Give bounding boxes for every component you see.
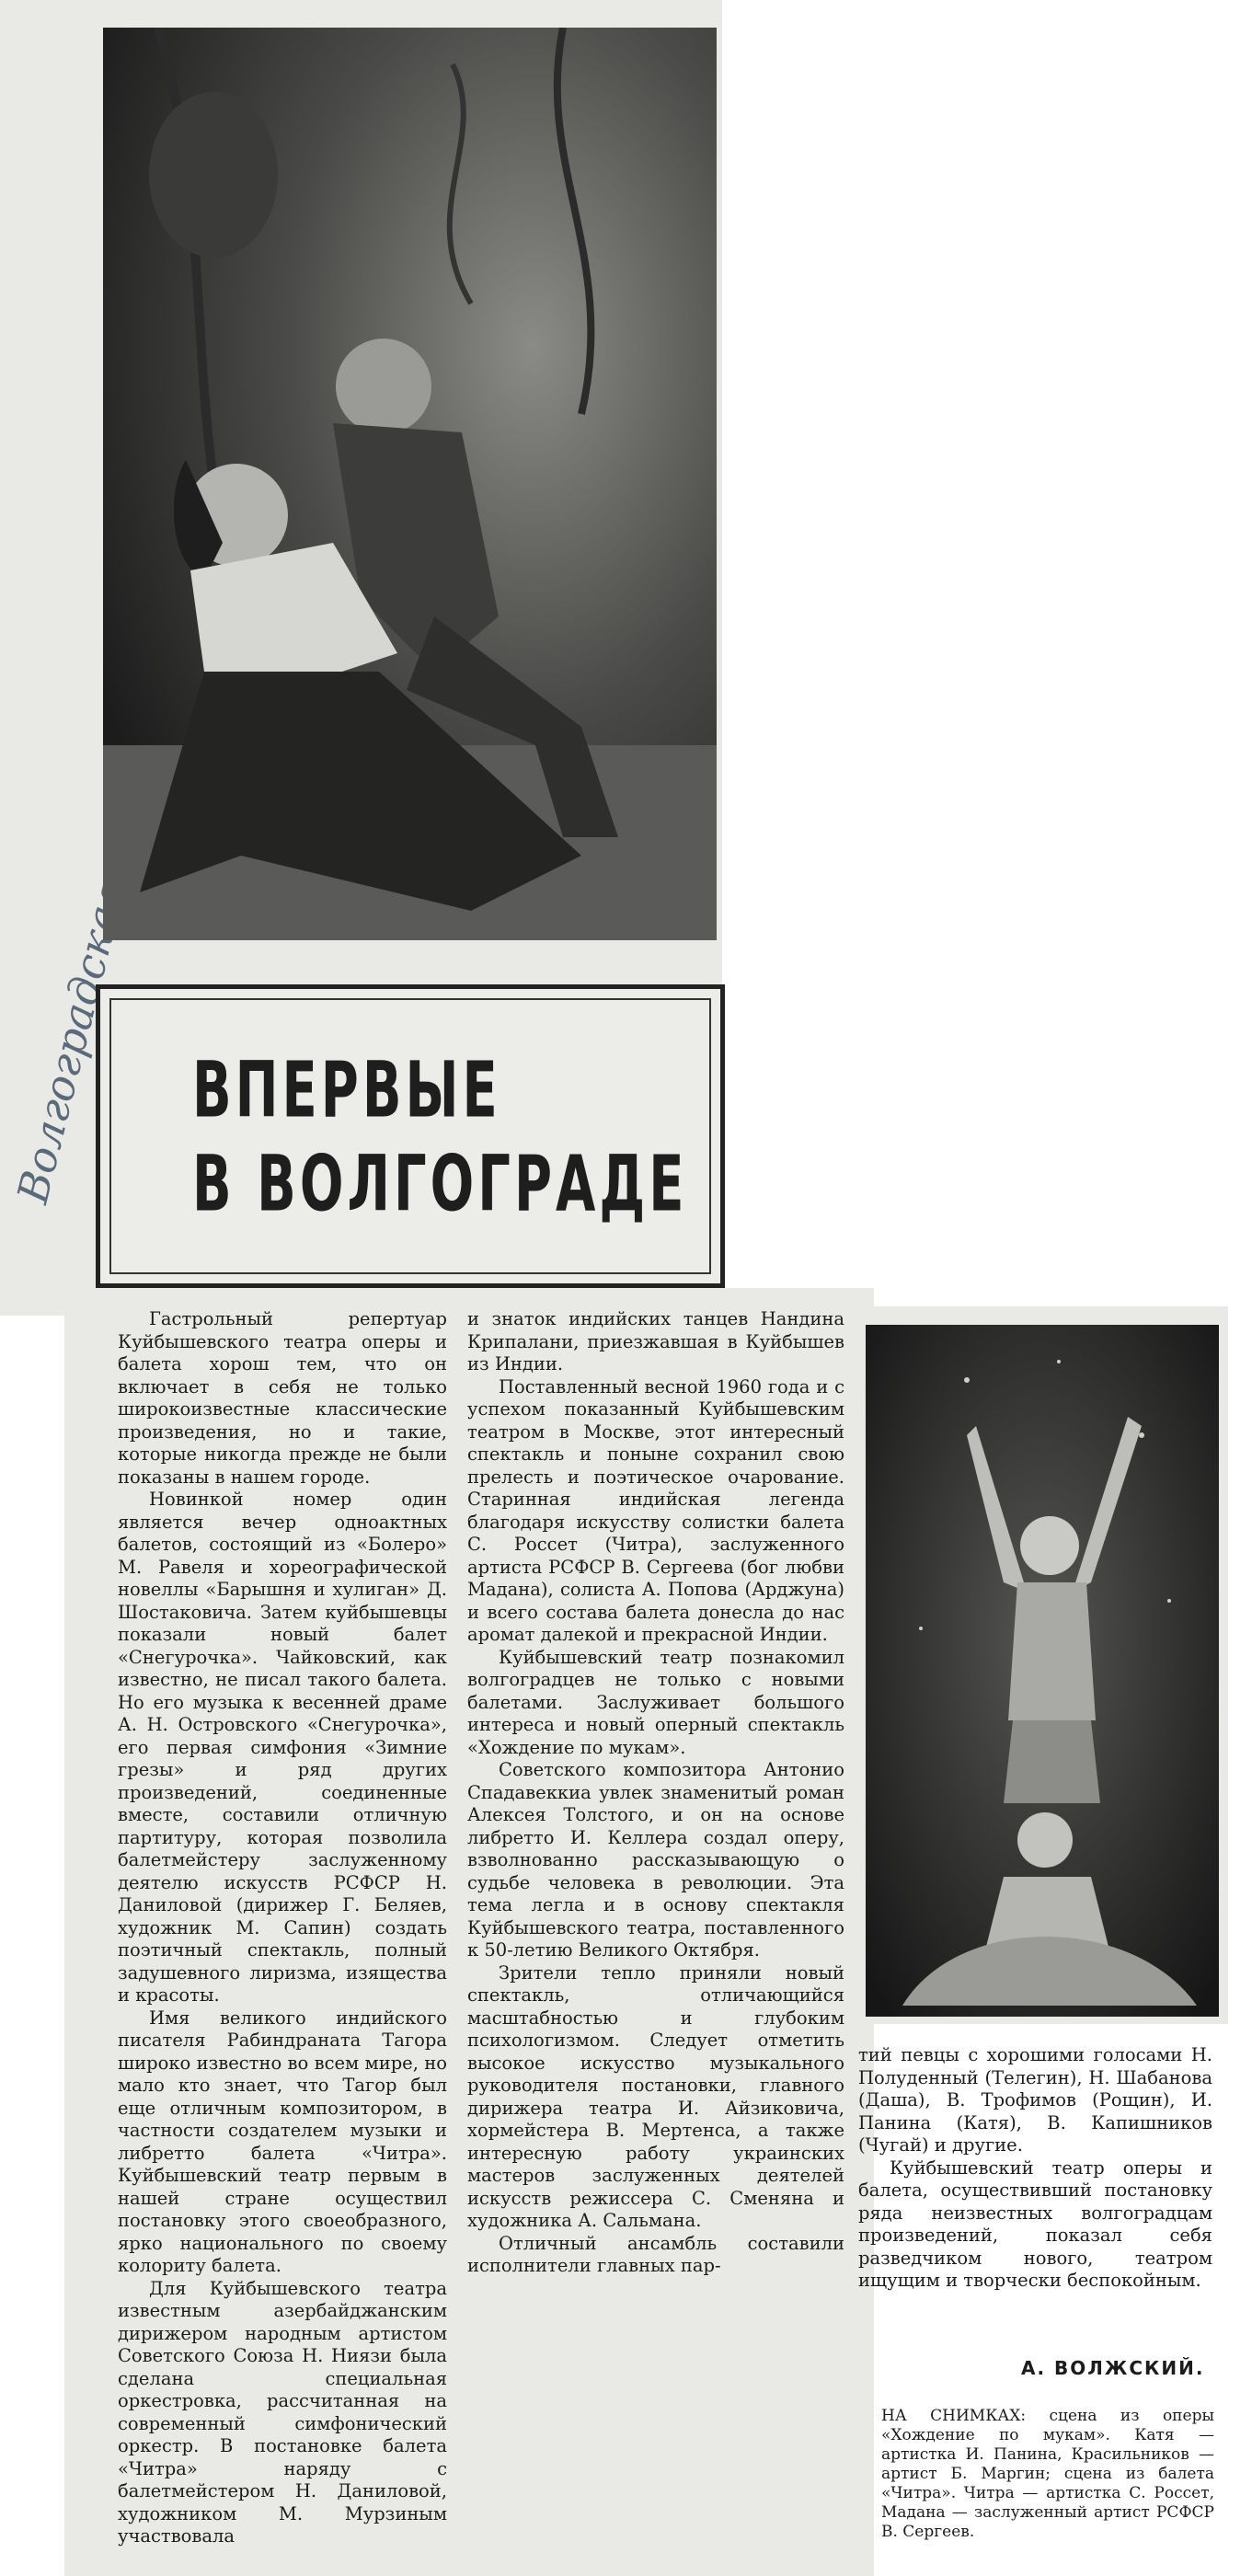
article-paragraph: Отличный ансамбль составили исполнители главных пар- [467,2232,844,2276]
article-paragraph: Советского композитора Антонио Спадавеккиа увлек знаменитый роман Алексея Толстого, и он на основе либретто И. Келлера создал оперу, взволнованно рассказывающую о судьбе человека в революции. Эта тема легла и в основу спектакля Куйбышевского театра, поставленного к 50-летию Великого Октября. [467,1759,844,1961]
article-paragraph: Поставленный весной 1960 года и с успехом показанный Куйбышевским театром в Москве, этот интересный спектакль и поныне сохранил свою прелесть и поэтическое очарование. Старинная индийская легенда благодаря искусству солистки балета С. Россет (Читра), заслуженного артиста РСФСР В. Сергеева (бог любви Мадана), солиста А. Попова (Арджуна) и всего состава балета донесла до нас аромат далекой и прекрасной Индии. [467,1375,844,1645]
ballet-scene-photo [866,1325,1219,2017]
article-paragraph: Гастрольный репертуар Куйбышевского театра оперы и балета хорош тем, что он включает в себя не только широкоизвестные классические произведения, но и такие, которые никогда прежде не были показаны в нашем городе. [118,1308,447,1488]
headline-line-1: ВПЕРВЫЕ [192,1046,501,1136]
article-column-3 [858,2044,1212,2293]
article-column-1 [118,1308,447,2548]
article-paragraph: Куйбышевский театр оперы и балета, осуществивший постановку ряда неизвестных волгоградцам произведений, показал себя разведчиком нового, театром ищущим и творчески беспокойным. [858,2156,1212,2291]
headline-frame [96,984,725,1288]
article-paragraph: Зрители тепло приняли новый спектакль, отличающийся масштабностью и глубоким психологизмом. Следует отметить высокое искусство музыкального руководителя постановки, главного дирижера театра И. Айзиковича, хормейстера В. Мертенса, а также интересную работу украинских мастеров заслуженных деятелей искусств режиссера С. Сменяна и художника А. Сальмана. [467,1961,844,2231]
article-paragraph: Для Куйбышевского театра известным азербайджанским дирижером народным артистом Советского Союза Н. Ниязи была сделана специальная оркестровка, рассчитанная на современный симфонический оркестр. В постановке балета «Читра» наряду с балетмейстером Н. Даниловой, художником М. Мурзиным участвовала [118,2277,447,2547]
article-paragraph: Куйбышевский театр познакомил волгоградцев не только с новыми балетами. Заслуживает большого интереса и новый оперный спектакль «Хождение по мукам». [467,1646,844,1758]
article-paragraph: Новинкой номер один является вечер одноактных балетов, состоящий из «Болеро» М. Равеля и хореографической новеллы «Барышня и хулиган» Д. Шостаковича. Затем куйбышевцы показали новый балет «Снегурочка». Чайковский, как известно, не писал такого балета. Но его музыка к весенней драме А. Н. Островского «Снегурочка», его первая симфония «Зимние грезы» и ряд других произведений, соединенные вместе, составили отличную партитуру, которая позволила балетмейстеру заслуженному деятелю искусств РСФСР Н. Даниловой (дирижер Г. Беляев, художник М. Сапин) создать поэтичный спектакль, полный задушевного лиризма, изящества и красоты. [118,1489,447,2006]
opera-scene-illustration [103,28,717,940]
article-column-2 [467,1308,844,2278]
headline-line-2: В ВОЛГОГРАДЕ [192,1140,688,1230]
ballet-scene-illustration [866,1325,1219,2017]
photo-caption: НА СНИМКАХ: сцена из оперы «Хождение по мукам». Катя — артистка И. Панина, Красильников — артист Б. Маргин; сцена из балета «Читра». Читра — артистка С. Россет, Мадана — заслуженный артист РСФСР В. Сергеев. [881,2407,1214,2541]
article-paragraph: Имя великого индийского писателя Рабиндраната Тагора широко известно во всем мире, но мало кто знает, что Тагор был еще отличным композитором, в частности создателем музыки и либретто балета «Читра». Куйбышевский театр первым в нашей стране осуществил постановку этого своеобразного, ярко национального по своему колориту балета. [118,2007,447,2276]
article-paragraph: тий певцы с хорошими голосами Н. Полуденный (Телегин), Н. Шабанова (Даша), В. Трофимов (Рощин), И. Панина (Катя), В. Капишников (Чугай) и другие. [858,2044,1212,2156]
article-paragraph: и знаток индийских танцев Нандина Крипалани, приезжавшая в Куйбышев из Индии. [467,1308,844,1374]
headline-inner-frame [109,998,711,1274]
handwritten-source-note: Волгоградская [7,872,137,1209]
author-signature: А. ВОЛЖСКИЙ. [1021,2357,1205,2379]
opera-scene-photo [103,28,717,940]
